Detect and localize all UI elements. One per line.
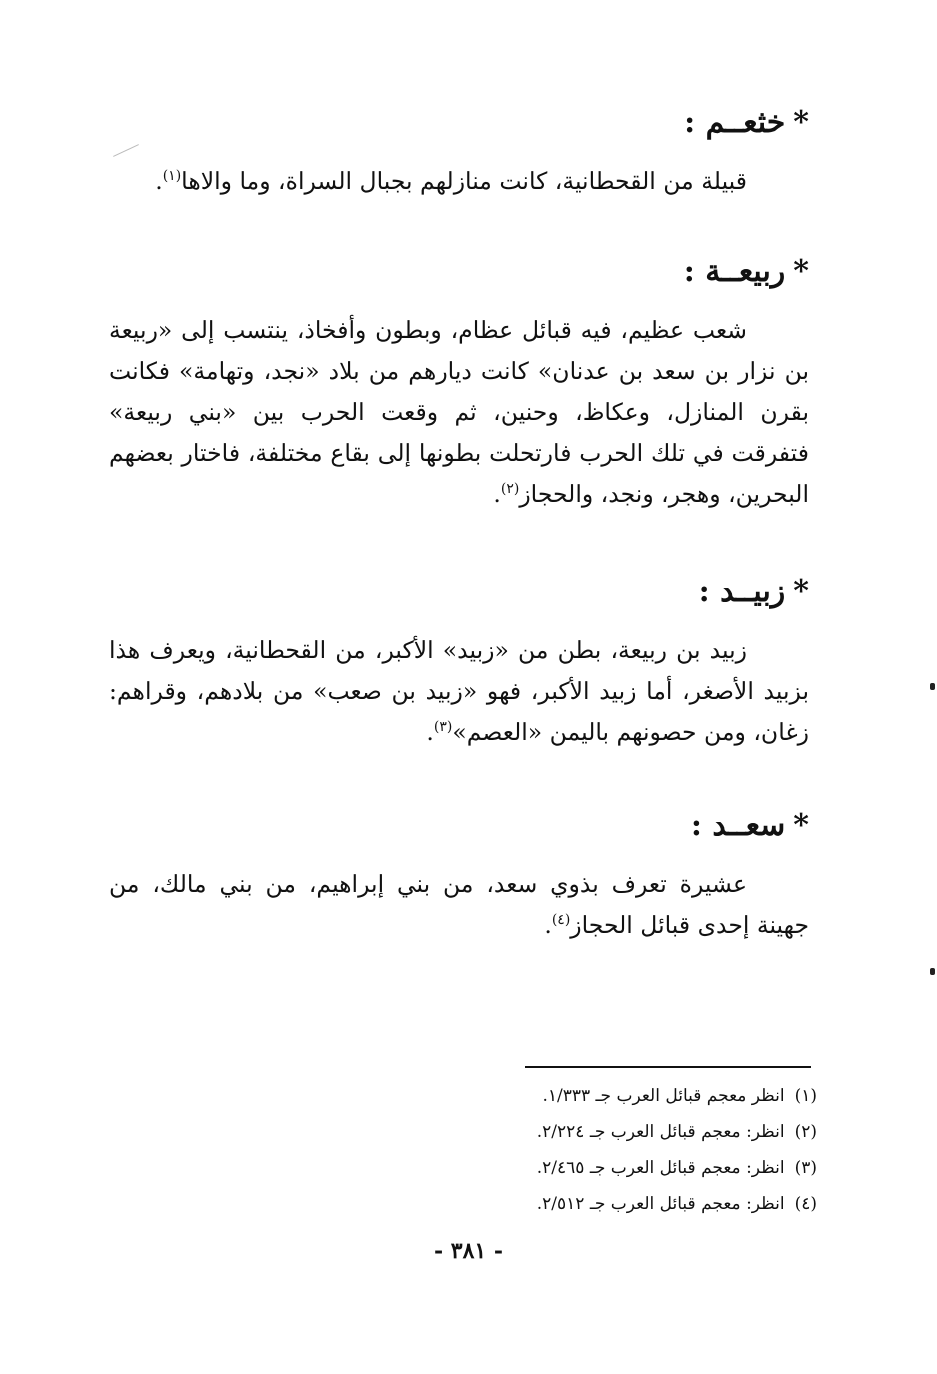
- footnote-text: انظر: معجم قبائل العرب جـ ٢/٥١٢.: [536, 1194, 785, 1214]
- scan-dot: [930, 683, 935, 690]
- entry-khatham: [109, 103, 809, 226]
- entry-zubaid: [109, 572, 809, 777]
- scan-dot: [930, 968, 935, 975]
- asterisk-icon: *: [793, 808, 809, 843]
- heading-text: زبيــد :: [698, 574, 786, 609]
- asterisk-icon: *: [793, 574, 809, 609]
- sentence-end: .: [544, 911, 552, 939]
- footnotes-list: [317, 1078, 817, 1222]
- sentence-end: .: [155, 167, 163, 195]
- entry-paragraph: [109, 161, 809, 202]
- paragraph-text: شعب عظيم، فيه قبائل عظام، وبطون وأفخاذ، ينتسب إلى «ربيعة بن نزار بن سعد بن عدنان» كانت ديارهم من بلاد «نجد، وتهامة» فكانت بقرن المنازل، وعكاظ، وحنين، ثم وقعت الحرب بين «بني ربيعة» فتفرقت في تلك الحرب فارتحلت بطونها إلى بقاع مختلفة، فاختار بعضهم البحرين، وهجر، ونجد، والحجاز: [109, 316, 809, 508]
- entry-heading: [109, 572, 809, 612]
- entry-heading: [109, 252, 809, 292]
- footnote-item: [317, 1078, 817, 1114]
- footnote-text: انظر معجم قبائل العرب جـ ١/٣٣٣.: [542, 1086, 785, 1106]
- footnote-ref: (٤): [551, 912, 571, 929]
- footnote-divider: [525, 1066, 811, 1068]
- footnote-ref: (٢): [500, 481, 520, 498]
- paragraph-text: قبيلة من القحطانية، كانت منازلهم بجبال السراة، وما والاها: [181, 167, 747, 195]
- footnote-item: [317, 1150, 817, 1186]
- entry-paragraph: [109, 864, 809, 946]
- entry-saad: [109, 806, 809, 970]
- footnote-ref: (٣): [433, 719, 453, 736]
- footnote-ref: (١): [162, 168, 182, 185]
- footnote-item: [317, 1186, 817, 1222]
- paragraph-text: عشيرة تعرف بذوي سعد، من بني إبراهيم، من بني مالك، من جهينة إحدى قبائل الحجاز: [109, 870, 809, 939]
- entry-paragraph: [109, 630, 809, 753]
- entry-rabia: [109, 252, 809, 539]
- sentence-end: .: [493, 480, 501, 508]
- asterisk-icon: *: [793, 105, 809, 140]
- asterisk-icon: *: [793, 254, 809, 289]
- paragraph-text: زبيد بن ربيعة، بطن من «زبيد» الأكبر، من القحطانية، ويعرف هذا بزبيد الأصغر، أما زبيد الأكبر، فهو «زبيد بن صعب» من بلادهم، وقراهم: زغان، ومن حصونهم باليمن «العصم»: [109, 636, 809, 746]
- footnote-number: (٤): [794, 1194, 817, 1214]
- footnote-text: انظر: معجم قبائل العرب جـ ٢/٢٢٤.: [536, 1122, 785, 1142]
- footnote-text: انظر: معجم قبائل العرب جـ ٢/٤٦٥.: [536, 1158, 785, 1178]
- footnote-number: (٣): [794, 1158, 817, 1178]
- entry-heading: [109, 806, 809, 846]
- heading-text: ربيعــة :: [683, 254, 786, 289]
- footnote-number: (٢): [794, 1122, 817, 1142]
- entry-heading: [109, 103, 809, 143]
- sentence-end: .: [426, 718, 434, 746]
- page-number: - ٣٨١ -: [433, 1238, 504, 1264]
- heading-text: سعــد :: [690, 808, 786, 843]
- footnote-item: [317, 1114, 817, 1150]
- entry-paragraph: [109, 310, 809, 515]
- footnote-number: (١): [794, 1086, 817, 1106]
- heading-text: خثعــم :: [684, 105, 786, 140]
